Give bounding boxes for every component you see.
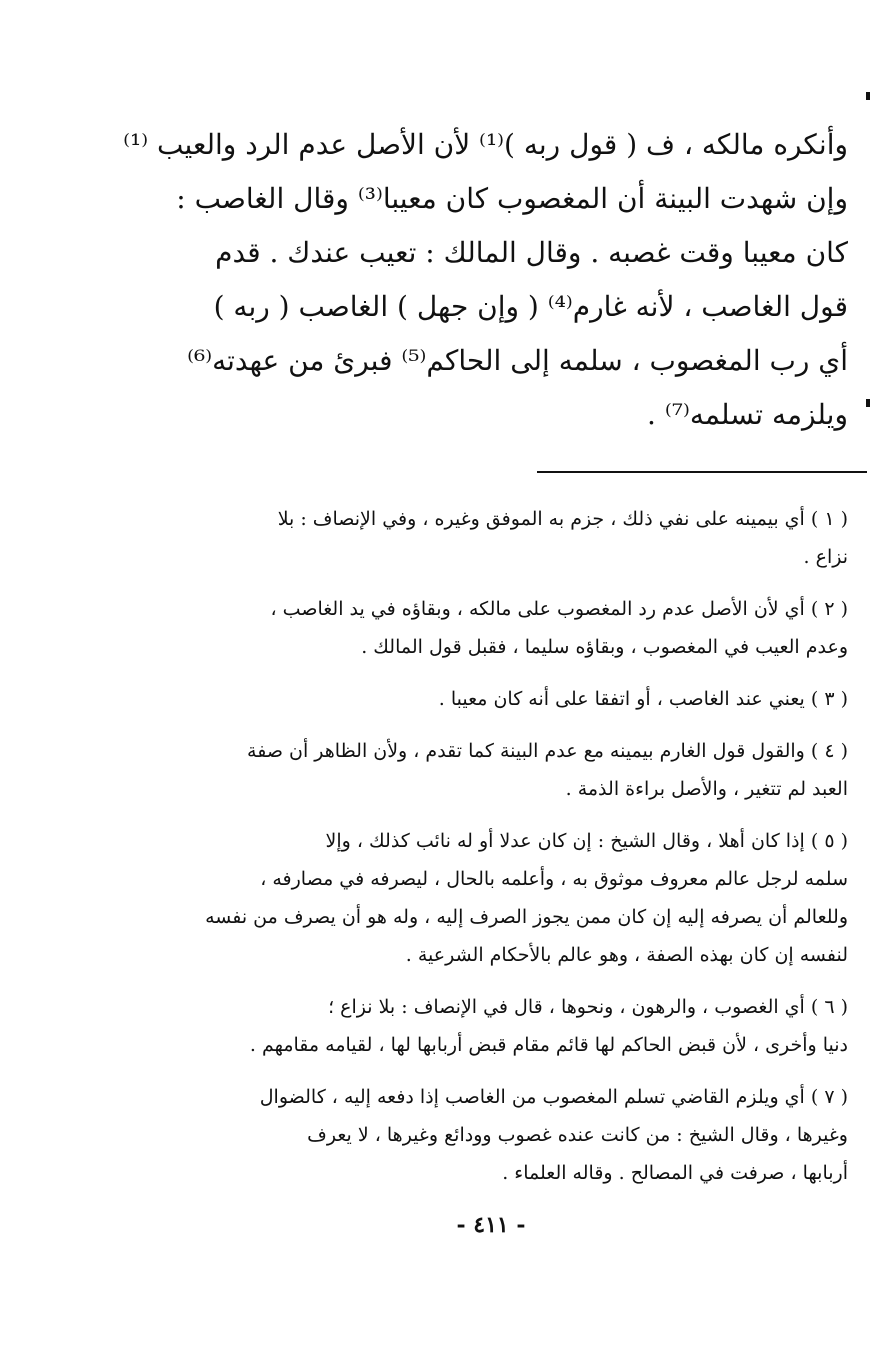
footnote-line: العبد لم تتغير ، والأصل براءة الذمة . [565,778,848,800]
margin-mark [866,92,870,100]
footnote-line: ( ٤ ) والقول قول الغارم بيمينه مع عدم البينة كما تقدم ، ولأن الظاهر أن صفة [247,740,848,762]
footnotes [128,500,848,1206]
footnote-line: ( ٧ ) أي ويلزم القاضي تسلم المغصوب من الغاصب إذا دفعه إليه ، كالضوال [259,1086,848,1108]
footnote-line: ( ٦ ) أي الغصوب ، والرهون ، ونحوها ، قال في الإنصاف : بلا نزاع ؛ [328,996,848,1018]
footnote-line: ( ٣ ) يعني عند الغاصب ، أو اتفقا على أنه كان معيبا . [438,688,848,710]
margin-mark [866,399,870,407]
footnote-line: دنيا وأخرى ، لأن قبض الحاكم لها قائم مقام قبض أربابها لها ، لقيامه مقامهم . [249,1034,848,1056]
main-text [123,118,848,442]
page-number: - ٤١١ - [456,1212,526,1238]
footnote-line: نزاع . [803,546,848,568]
footnote-line: وللعالم أن يصرفه إليه إن كان ممن يجوز الصرف إليه ، وله هو أن يصرف من نفسه [205,906,848,928]
footnote [128,500,848,576]
footnote-separator [537,471,867,473]
footnote-line: لنفسه إن كان بهذه الصفة ، وهو عالم بالأحكام الشرعية . [405,944,848,966]
footnote-line: وعدم العيب في المغصوب ، وبقاؤه سليما ، فقبل قول المالك . [361,636,848,658]
footnote [128,732,848,808]
main-text-line: ويلزمه تسلمه⁽⁷⁾ . [647,398,848,431]
footnote [128,988,848,1064]
main-text-line: أي رب المغصوب ، سلمه إلى الحاكم⁽⁵⁾ فبرئ من عهدته⁽⁶⁾ [187,344,848,377]
main-text-line: وإن شهدت البينة أن المغصوب كان معيبا⁽³⁾ وقال الغاصب : [176,182,848,215]
footnote [128,1078,848,1192]
main-text-line: قول الغاصب ، لأنه غارم⁽⁴⁾ ( وإن جهل ) الغاصب ( ربه ) [213,290,848,323]
main-text-line: كان معيبا وقت غصبه . وقال المالك : تعيب عندك . قدم [215,236,848,269]
footnote-line: أربابها ، صرفت في المصالح . وقاله العلماء . [502,1162,848,1184]
footnote-line: وغيرها ، وقال الشيخ : من كانت عنده غصوب وودائع وغيرها ، لا يعرف [307,1124,848,1146]
footnote-line: سلمه لرجل عالم معروف موثوق به ، وأعلمه بالحال ، ليصرفه في مصارفه ، [260,868,848,890]
footnote [128,590,848,666]
footnote [128,680,848,718]
footnote [128,822,848,974]
main-text-line: وأنكره مالكه ، ف ( قول ربه )⁽¹⁾ لأن الأصل عدم الرد والعيب ⁽¹⁾ [123,128,848,161]
footnote-line: ( ١ ) أي بيمينه على نفي ذلك ، جزم به الموفق وغيره ، وفي الإنصاف : بلا [277,508,848,530]
footnote-line: ( ٢ ) أي لأن الأصل عدم رد المغصوب على مالكه ، وبقاؤه في يد الغاصب ، [270,598,848,620]
footnote-line: ( ٥ ) إذا كان أهلا ، وقال الشيخ : إن كان عدلا أو له نائب كذلك ، وإلا [325,830,848,852]
